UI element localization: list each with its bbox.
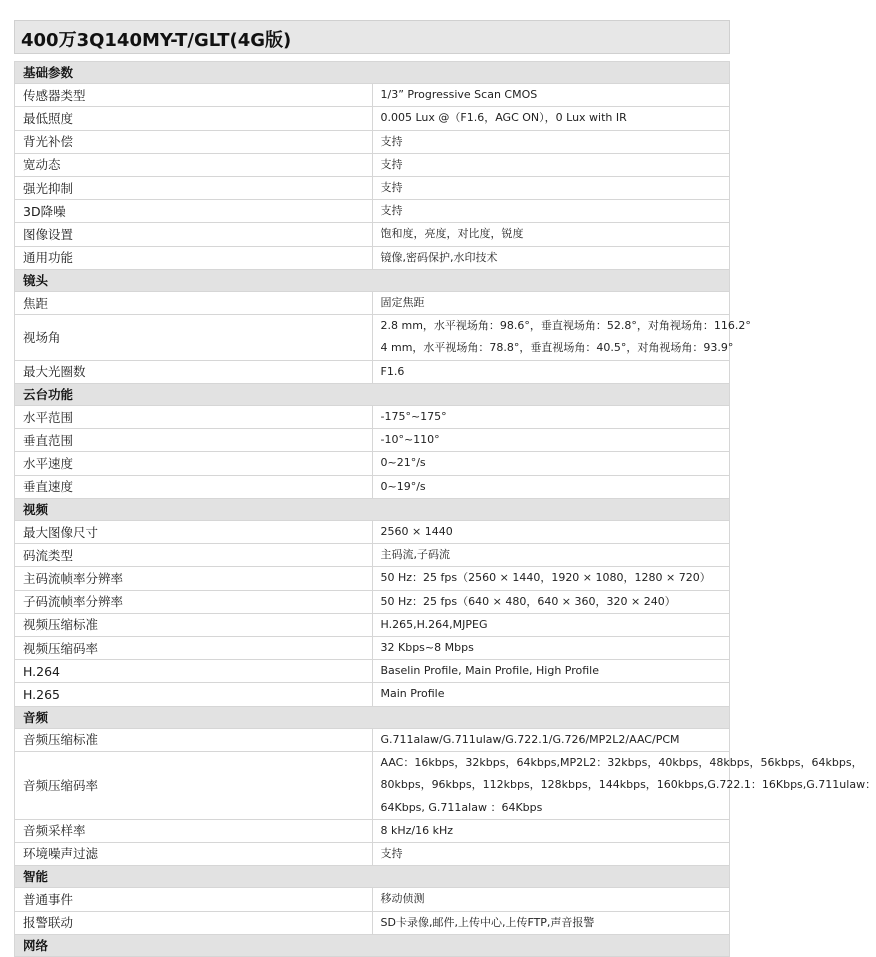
spec-value (372, 567, 730, 590)
section-title: 云台功能 (15, 383, 730, 405)
spec-row (15, 177, 730, 200)
spec-value (372, 544, 730, 567)
spec-value-line: Baselin Profile, Main Profile, High Profile (380, 664, 599, 678)
spec-value (372, 130, 730, 153)
spec-row (15, 406, 730, 429)
spec-table (14, 61, 876, 957)
spec-value (372, 728, 730, 751)
spec-value (372, 315, 751, 360)
spec-value (372, 752, 876, 820)
spec-key: 水平范围 (15, 406, 373, 429)
spec-row (15, 475, 730, 498)
spec-row (15, 84, 730, 107)
spec-value-line: 支持 (380, 846, 403, 860)
spec-value-line: 支持 (380, 181, 403, 195)
spec-key: 码流类型 (15, 544, 373, 567)
spec-value (372, 292, 730, 315)
spec-value-line: H.265,H.264,MJPEG (380, 617, 488, 631)
spec-value-line: G.711alaw/G.711ulaw/G.722.1/G.726/MP2L2/AAC/PCM (380, 732, 680, 746)
spec-value-line: 主码流,子码流 (380, 548, 450, 562)
spec-key: 通用功能 (15, 246, 373, 269)
spec-value (372, 84, 730, 107)
spec-row (15, 223, 730, 246)
spec-key: 视频压缩标准 (15, 613, 373, 636)
spec-value (372, 660, 730, 683)
spec-value-line: 80kbps，96kbps，112kbps，128kbps，144kbps，160kbps,G.722.1：16Kbps,G.711ulaw： (380, 778, 876, 792)
spec-value (372, 475, 730, 498)
spec-row (15, 842, 730, 865)
spec-value (372, 683, 730, 706)
section-header (15, 383, 730, 405)
spec-key: 焦距 (15, 292, 373, 315)
spec-value-line: SD卡录像,邮件,上传中心,上传FTP,声音报警 (380, 915, 595, 929)
spec-key: H.264 (15, 660, 373, 683)
spec-row (15, 107, 730, 130)
spec-value (372, 177, 730, 200)
section-header (15, 866, 730, 888)
spec-value (372, 613, 730, 636)
spec-value-line: 32 Kbps~8 Mbps (380, 641, 474, 655)
section-title: 网络 (15, 934, 730, 956)
spec-row (15, 590, 730, 613)
spec-value-line: 2.8 mm，水平视场角：98.6°，垂直视场角：52.8°，对角视场角：116.2° (380, 319, 751, 333)
spec-key: 子码流帧率分辨率 (15, 590, 373, 613)
product-title-bar (14, 20, 730, 54)
spec-value-line: -10°~110° (380, 433, 440, 447)
spec-row (15, 246, 730, 269)
product-title: 400万3Q140MY-T/GLT(4G版) (21, 30, 292, 51)
spec-value-line: -175°~175° (380, 410, 447, 424)
spec-row (15, 130, 730, 153)
spec-row (15, 683, 730, 706)
spec-key: 最大图像尺寸 (15, 521, 373, 544)
spec-value (372, 153, 730, 176)
spec-row (15, 613, 730, 636)
spec-value (372, 246, 730, 269)
spec-value-line: 50 Hz：25 fps（640 × 480，640 × 360，320 × 240） (380, 594, 676, 608)
spec-key: 垂直范围 (15, 429, 373, 452)
spec-value (372, 911, 730, 934)
spec-value (372, 360, 730, 383)
spec-key: 背光补偿 (15, 130, 373, 153)
spec-row (15, 153, 730, 176)
spec-value (372, 819, 730, 842)
spec-key: 音频压缩码率 (15, 752, 373, 820)
section-header (15, 62, 730, 84)
spec-value-line: 4 mm，水平视场角：78.8°，垂直视场角：40.5°，对角视场角：93.9° (380, 341, 734, 355)
spec-key: 水平速度 (15, 452, 373, 475)
spec-key: 垂直速度 (15, 475, 373, 498)
spec-value-line: 饱和度，亮度，对比度，锐度 (380, 227, 524, 241)
spec-value-line: AAC：16kbps，32kbps，64kbps,MP2L2：32kbps，40kbps，48kbps，56kbps，64kbps， (380, 756, 863, 770)
spec-row (15, 521, 730, 544)
spec-value-line: 支持 (380, 134, 403, 148)
section-header (15, 498, 730, 520)
section-header (15, 706, 730, 728)
spec-row (15, 888, 730, 911)
spec-row (15, 819, 730, 842)
spec-key: 图像设置 (15, 223, 373, 246)
spec-value-line: 0~21°/s (380, 456, 426, 470)
spec-value-line: 支持 (380, 204, 403, 218)
spec-value (372, 406, 730, 429)
spec-value-line: 0.005 Lux @（F1.6，AGC ON），0 Lux with IR (380, 111, 627, 125)
section-title: 音频 (15, 706, 730, 728)
spec-row (15, 637, 730, 660)
spec-value (372, 452, 730, 475)
spec-key: 最低照度 (15, 107, 373, 130)
spec-key: 视场角 (15, 315, 373, 360)
spec-value (372, 590, 730, 613)
spec-key: 主码流帧率分辨率 (15, 567, 373, 590)
spec-row (15, 911, 730, 934)
spec-value-line: 1/3” Progressive Scan CMOS (380, 88, 538, 102)
spec-value-line: 移动侦测 (380, 892, 425, 906)
spec-row (15, 452, 730, 475)
spec-key: 音频采样率 (15, 819, 373, 842)
spec-row (15, 315, 730, 360)
spec-key: 传感器类型 (15, 84, 373, 107)
spec-value-line: 64Kbps, G.711alaw ：64Kbps (380, 800, 543, 814)
spec-value-line: 50 Hz：25 fps（2560 × 1440，1920 × 1080，1280 × 720） (380, 571, 711, 585)
section-title: 视频 (15, 498, 730, 520)
spec-value (372, 223, 730, 246)
section-title: 基础参数 (15, 62, 730, 84)
spec-key: 最大光圈数 (15, 360, 373, 383)
spec-key: 普通事件 (15, 888, 373, 911)
spec-value (372, 637, 730, 660)
spec-row (15, 752, 730, 820)
spec-key: 3D降噪 (15, 200, 373, 223)
spec-value-line: 固定焦距 (380, 296, 425, 310)
spec-value (372, 888, 730, 911)
section-header (15, 269, 730, 291)
section-header (15, 934, 730, 956)
spec-key: 强光抑制 (15, 177, 373, 200)
spec-key: 环境噪声过滤 (15, 842, 373, 865)
spec-value-line: 支持 (380, 157, 403, 171)
spec-key: 音频压缩标准 (15, 728, 373, 751)
spec-row (15, 429, 730, 452)
spec-value-line: 0~19°/s (380, 479, 426, 493)
spec-row (15, 200, 730, 223)
spec-value (372, 429, 730, 452)
spec-value (372, 200, 730, 223)
spec-row (15, 292, 730, 315)
section-title: 镜头 (15, 269, 730, 291)
spec-key: 报警联动 (15, 911, 373, 934)
spec-value (372, 521, 730, 544)
spec-value (372, 107, 730, 130)
spec-row (15, 728, 730, 751)
spec-value-line: F1.6 (380, 364, 405, 378)
spec-row (15, 567, 730, 590)
spec-value-line: 8 kHz/16 kHz (380, 823, 454, 837)
spec-key: 视频压缩码率 (15, 637, 373, 660)
spec-row (15, 360, 730, 383)
spec-value-line: 2560 × 1440 (380, 525, 453, 539)
spec-key: H.265 (15, 683, 373, 706)
spec-value-line: 镜像,密码保护,水印技术 (380, 250, 498, 264)
spec-value (372, 842, 730, 865)
spec-row (15, 660, 730, 683)
spec-row (15, 544, 730, 567)
spec-key: 宽动态 (15, 153, 373, 176)
spec-value-line: Main Profile (380, 687, 445, 701)
section-title: 智能 (15, 866, 730, 888)
